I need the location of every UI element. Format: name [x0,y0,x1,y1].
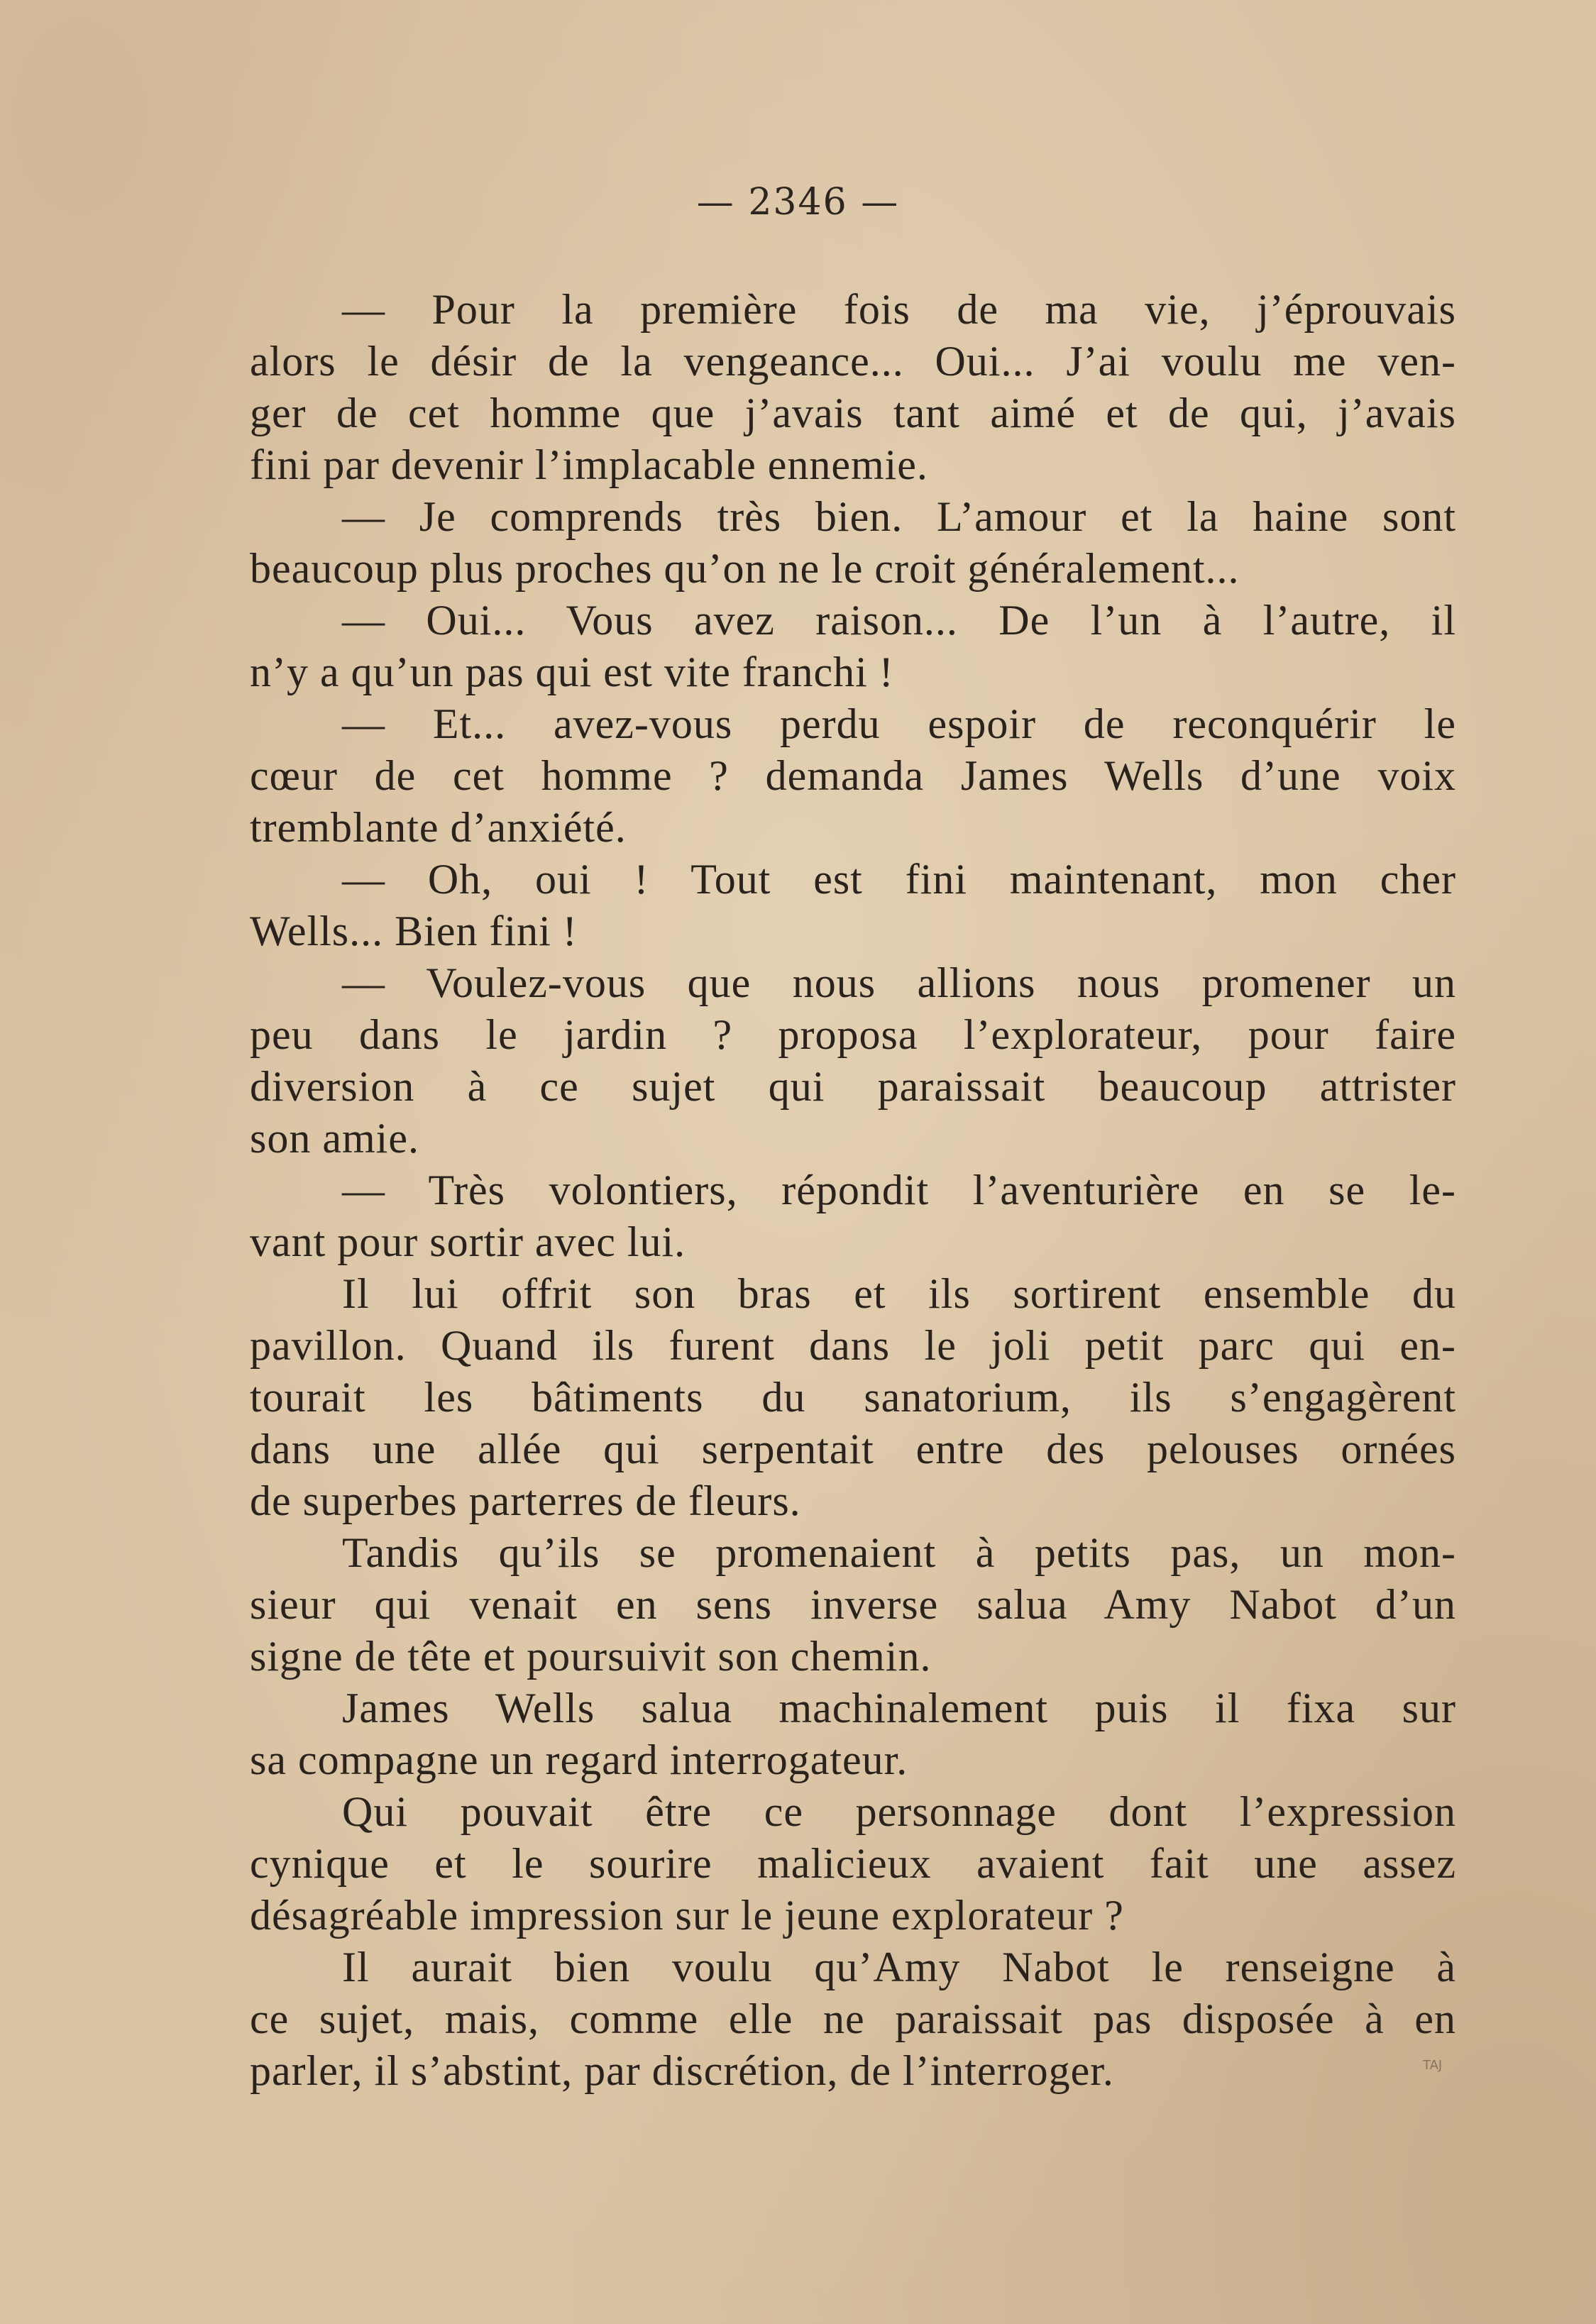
text-line: cœur de cet homme ? demanda James Wells d’une voix [250,752,1456,799]
text-line: Qui pouvait être ce personnage dont l’expression [342,1788,1456,1835]
text-line: — Pour la première fois de ma vie, j’éprouvais [342,286,1456,333]
text-line: James Wells salua machinalement puis il fixa sur [342,1685,1456,1731]
text-line: de superbes parterres de fleurs. [250,1477,801,1524]
margin-mark: TAJ [1423,2058,1443,2073]
text-line: sieur qui venait en sens inverse salua Amy Nabot d’un [250,1581,1456,1628]
text-line: cynique et le sourire malicieux avaient fait une assez [250,1840,1456,1887]
text-line: — Oui... Vous avez raison... De l’un à l’autre, il [342,597,1456,644]
text-line: Il lui offrit son bras et ils sortirent ensemble du [342,1270,1456,1317]
text-line: n’y a qu’un pas qui est vite franchi ! [250,649,894,695]
text-line: vant pour sortir avec lui. [250,1218,686,1265]
text-line: pavillon. Quand ils furent dans le joli petit parc qui en- [250,1322,1456,1369]
text-line: sa compagne un regard interrogateur. [250,1736,908,1783]
text-line: ce sujet, mais, comme elle ne paraissait pas disposée à en [250,1995,1456,2042]
text-line: parler, il s’abstint, par discrétion, de l’interroger. [250,2047,1114,2094]
text-line: désagréable impression sur le jeune explorateur ? [250,1892,1124,1939]
body-text [250,284,1456,2097]
text-line: — Oh, oui ! Tout est fini maintenant, mon cher [342,856,1456,903]
text-line: — Très volontiers, répondit l’aventurière en se le- [342,1167,1456,1213]
text-line: alors le désir de la vengeance... Oui... J’ai voulu me ven- [250,338,1456,385]
text-line: peu dans le jardin ? proposa l’explorateur, pour faire [250,1011,1456,1058]
text-line: beaucoup plus proches qu’on ne le croit généralement... [250,545,1240,592]
text-line: fini par devenir l’implacable ennemie. [250,441,928,488]
text-line: tourait les bâtiments du sanatorium, ils s’engagèrent [250,1374,1456,1421]
text-line: Il aurait bien voulu qu’Amy Nabot le renseigne à [342,1944,1456,1990]
text-line: Tandis qu’ils se promenaient à petits pas, un mon- [342,1529,1456,1576]
text-line: son amie. [250,1115,419,1162]
page-number: — 2346 — [696,181,900,224]
text-line: — Voulez-vous que nous allions nous promener un [342,959,1456,1006]
text-line: — Je comprends très bien. L’amour et la haine sont [342,493,1456,540]
text-line: dans une allée qui serpentait entre des pelouses ornées [250,1426,1456,1472]
text-line: — Et... avez-vous perdu espoir de reconquérir le [342,700,1456,747]
text-line: signe de tête et poursuivit son chemin. [250,1633,932,1680]
text-line: tremblante d’anxiété. [250,804,627,851]
text-line: ger de cet homme que j’avais tant aimé et de qui, j’avais [250,390,1456,436]
text-line: Wells... Bien fini ! [250,908,578,954]
text-line: diversion à ce sujet qui paraissait beaucoup attrister [250,1063,1456,1110]
